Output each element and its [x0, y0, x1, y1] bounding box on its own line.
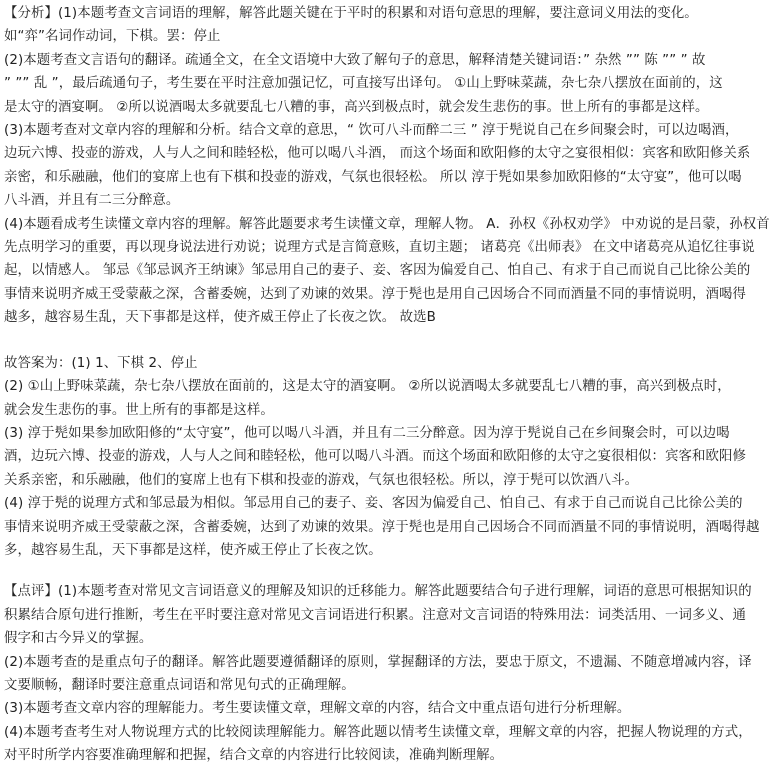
comment-line: (3)本题考查文章内容的理解能力。考生要读懂文章，理解文章的内容，结合文中重点语句进行分析理解。 [4, 701, 631, 717]
answer-line: (3) 淳于髡如果参加欧阳修的“太守宴”，他可以喝八斗酒，并且有二三分醉意。因为淳于髡说自己在乡间聚会时，可以边喝 [4, 425, 730, 441]
section-spacer [4, 330, 776, 352]
analysis-line: (2)本题考查文言语句的翻译。疏通全文，在全文语境中大致了解句子的意思，解释清楚关键词语：” 杂然 ”” 陈 ”” ” 故 [4, 52, 706, 68]
answer-line: 多，越容易生乱，天下事都是这样，使齐威王停止了长夜之饮。 [4, 542, 382, 558]
comment-line: 文要顺畅，翻译时要注意重点词语和常见句式的正确理解。 [4, 677, 355, 693]
analysis-line: 起，以情感人。 邹忌《邹忌讽齐王纳谏》邹忌用自己的妻子、妾、客因为偏爱自己、怕自己、有求于自己而说自己比徐公美的 [4, 263, 751, 279]
comment-line: (2)本题考查的是重点句子的翻译。解答此题要遵循翻译的原则，掌握翻译的方法，要忠于原文，不遗漏、不随意增减内容，译 [4, 654, 752, 670]
answer-line: 就会发生悲伤的事。世上所有的事都是这样。 [4, 402, 274, 418]
comment-line: 积累结合原句进行推断，考生在平时要注意对常见文言词语进行积累。注意对文言词语的特殊用法：词类活用、一词多义、通 [4, 607, 746, 623]
analysis-line: 边玩六博、投壶的游戏，人与人之间和睦轻松，他可以喝八斗酒， 而这个场面和欧阳修的太守之宴很相似：宾客和欧阳修关系 [4, 146, 751, 162]
answer-line: 关系亲密，和乐融融，他们的宴席上也有下棋和投壶的游戏，气氛也很轻松。所以，淳于髡可以饮酒八斗。 [4, 472, 639, 488]
analysis-line: 【分析】(1)本题考查文言词语的理解，解答此题关键在于平时的积累和对语句意思的理解，要注意词义用法的变化。 [4, 6, 698, 21]
analysis-line: 亲密，和乐融融，他们的宴席上也有下棋和投壶的游戏，气氛也很轻松。 所以 淳于髡如果参加欧阳修的“太守宴”，他可以喝 [4, 169, 742, 185]
analysis-line: 越多，越容易生乱，天下事都是这样，使齐威王停止了长夜之饮。 故选B [4, 310, 436, 326]
section-spacer [4, 562, 776, 580]
analysis-line: (3)本题考查对文章内容的理解和分析。结合文章的意思，“ 饮可八斗而醉二三 ” 淳于髡说自己在乡间聚会时，可以边喝酒， [4, 123, 739, 139]
comment-line: (4)本题考查考生对人物说理方式的比较阅读理解能力。解答此题以情考生读懂文章，理解文章的内容，把握人物说理的方式， [4, 724, 752, 740]
analysis-line: 事情来说明齐威王受蒙蔽之深，含蓄委婉，达到了劝谏的效果。淳于髡也是用自己因场合不同而酒量不同的事情说明，酒喝得 [4, 286, 746, 302]
analysis-line: 是太守的酒宴啊。 ②所以说酒喝太多就要乱七八糟的事，高兴到极点时，就会发生悲伤的事。世上所有的事都是这样。 [4, 99, 709, 115]
answer-line: (4) 淳于髡的说理方式和邹忌最为相似。邹忌用自己的妻子、妾、客因为偏爱自己、怕自己、有求于自己而说自己比徐公美的 [4, 496, 743, 512]
comment-line: 假字和古今异义的掌握。 [4, 631, 153, 647]
answer-section [4, 352, 776, 563]
answer-line: (2) ①山上野味菜蔬，杂七杂八摆放在面前的，这是太守的酒宴啊。 ②所以说酒喝太多就要乱七八糟的事，高兴到极点时， [4, 379, 731, 395]
analysis-line: 八斗酒，并且有二三分醉意。 [4, 193, 180, 209]
comment-line: 【点评】(1)本题考查对常见文言词语意义的理解及知识的迁移能力。解答此题要结合句子进行理解，词语的意思可根据知识的 [4, 584, 752, 600]
answer-line: 事情来说明齐威王受蒙蔽之深，含蓄委婉，达到了劝谏的效果。淳于髡也是用自己因场合不同而酒量不同的事情说明，酒喝得越 [4, 519, 760, 535]
answer-line: 故答案为：(1) 1、下棋 2、停止 [4, 355, 198, 371]
answer-line: 酒，边玩六博、投壶的游戏，人与人之间和睦轻松，他可以喝八斗酒。而这个场面和欧阳修的太守之宴很相似：宾客和欧阳修 [4, 449, 746, 465]
analysis-section [4, 2, 776, 330]
analysis-line: 如“弈”名词作动词，下棋。罢：停止 [4, 29, 221, 45]
analysis-line: (4)本题看成考生读懂文章内容的理解。解答此题要求考生读懂文章，理解人物。 A．孙权《孙权劝学》 中劝说的是吕蒙，孙权首 [4, 216, 770, 232]
comment-section [4, 580, 776, 767]
analysis-line: ” ”” 乱 ”，最后疏通句子，考生要在平时注意加强记忆，可直接写出译句。 ①山上野味菜蔬，杂七杂八摆放在面前的，这 [4, 76, 723, 92]
analysis-line: 先点明学习的重要，再以现身说法进行劝说；说理方式是言简意赅，直切主题； 诸葛亮《出师表》 在文中诸葛亮从追忆往事说 [4, 240, 755, 256]
comment-line: 对平时所学内容要准确理解和把握，结合文章的内容进行比较阅读，准确判断理解。 [4, 748, 504, 764]
